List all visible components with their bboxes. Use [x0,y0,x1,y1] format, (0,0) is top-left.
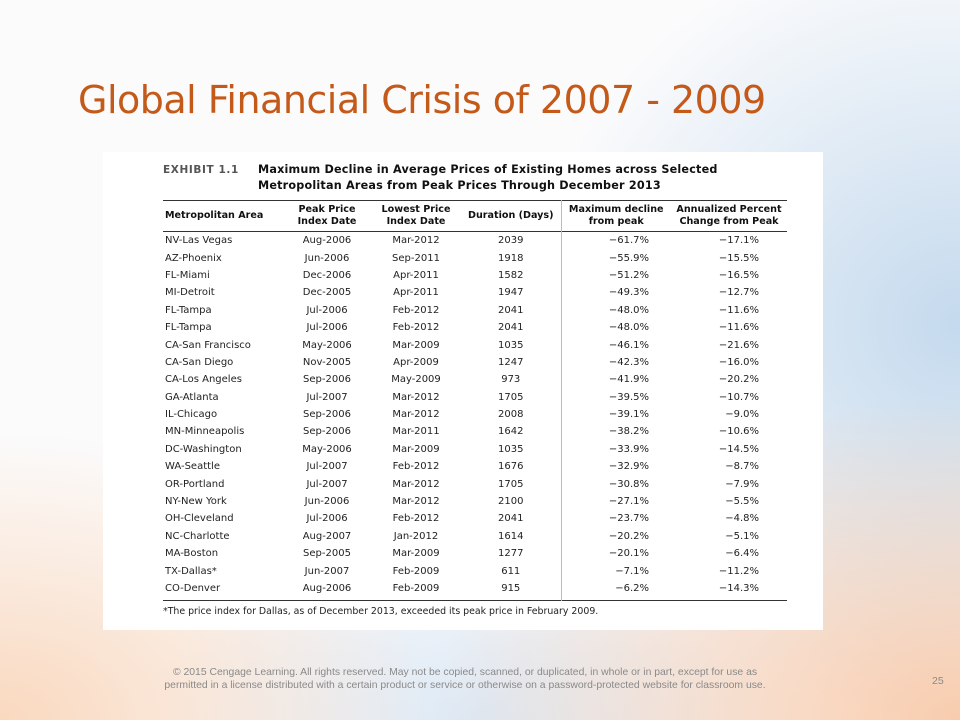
cell-peak-date: Aug-2006 [302,583,352,594]
cell-max-decline: −51.2% [561,267,671,284]
table-row [163,441,787,458]
table-row [163,545,787,562]
cell-metropolitan-area: OR-Portland [165,478,225,490]
cell-peak-date: Jul-2007 [306,391,348,403]
table-body [163,232,787,601]
column-header-metropolitan-area: Metropolitan Area [165,210,264,221]
cell-peak-date: Jun-2006 [304,252,350,264]
cell-duration: 1642 [498,426,524,438]
cell-max-decline: −20.1% [561,545,671,562]
cell-duration: 2100 [498,496,524,508]
cell-annualized-change: −16.0% [718,356,759,368]
cell-duration: 1614 [498,530,524,542]
cell-lowest-date: Feb-2012 [392,461,440,473]
cell-peak-date: Jul-2006 [306,322,348,334]
table-row [163,267,787,284]
cell-lowest-date: Mar-2012 [392,235,440,247]
cell-annualized-change: −15.5% [718,252,759,264]
column-header-lowest-date: Lowest Price Index Date [381,204,451,227]
cell-peak-date: Sep-2006 [303,374,351,386]
cell-annualized-change: −11.6% [718,304,759,316]
cell-duration: 1705 [498,391,524,403]
cell-peak-date: Sep-2006 [303,426,351,438]
table-row [163,284,787,301]
cell-peak-date: Jun-2006 [304,496,350,508]
copyright-line-1: © 2015 Cengage Learning. All rights reserved. May not be copied, scanned, or duplicated, in whole or in part, except for use as [172,667,758,678]
cell-lowest-date: Mar-2009 [392,339,440,351]
cell-peak-date: Aug-2006 [302,235,352,247]
cell-max-decline: −46.1% [561,336,671,353]
cell-peak-date: Sep-2005 [303,548,351,560]
cell-duration: 1035 [498,443,524,455]
column-header-duration: Duration (Days) [467,210,554,221]
table-row [163,302,787,319]
cell-metropolitan-area: NV-Las Vegas [165,235,233,247]
cell-metropolitan-area: NY-New York [165,496,227,508]
cell-annualized-change: −14.3% [718,583,759,594]
cell-annualized-change: −7.9% [725,478,759,490]
exhibit-header [163,162,799,200]
table-row [163,371,787,388]
cell-annualized-change: −14.5% [718,443,759,455]
cell-lowest-date: Sep-2011 [392,252,440,264]
table-row [163,319,787,336]
cell-peak-date: Dec-2006 [302,269,352,281]
page-number: 25 [932,675,944,687]
cell-duration: 1947 [498,287,524,299]
cell-annualized-change: −8.7% [725,461,759,473]
table-row [163,562,787,579]
cell-duration: 973 [501,374,521,386]
table-row [163,406,787,423]
table-row [163,249,787,266]
column-header-max-decline: Maximum decline from peak [561,201,671,232]
copyright-line-2: permitted in a license distributed with a certain product or service or otherwise on a password-protected website for classroom use. [164,680,766,691]
cell-annualized-change: −11.2% [718,565,759,577]
cell-metropolitan-area: TX-Dallas* [165,565,217,577]
cell-metropolitan-area: FL-Miami [165,269,210,281]
cell-metropolitan-area: CA-San Francisco [165,339,251,351]
cell-duration: 1582 [498,269,524,281]
cell-peak-date: Jun-2007 [304,565,350,577]
cell-duration: 2008 [498,409,524,421]
cell-lowest-date: Feb-2009 [392,583,440,594]
cell-metropolitan-area: DC-Washington [165,443,242,455]
table-row [163,475,787,492]
table-row [163,510,787,527]
table-row [163,528,787,545]
cell-annualized-change: −12.7% [718,287,759,299]
cell-lowest-date: Feb-2009 [392,565,440,577]
cell-annualized-change: −17.1% [718,235,759,247]
table-row [163,389,787,406]
cell-metropolitan-area: MA-Boston [165,548,219,560]
cell-peak-date: May-2006 [302,443,352,455]
cell-peak-date: Jul-2006 [306,513,348,525]
cell-max-decline: −41.9% [561,371,671,388]
cell-max-decline: −33.9% [561,441,671,458]
cell-max-decline: −39.1% [561,406,671,423]
cell-annualized-change: −16.5% [718,269,759,281]
cell-max-decline: −32.9% [561,458,671,475]
cell-duration: 611 [501,565,521,577]
cell-max-decline: −39.5% [561,389,671,406]
cell-max-decline: −27.1% [561,493,671,510]
cell-lowest-date: Jan-2012 [393,530,439,542]
cell-duration: 2041 [498,304,524,316]
cell-lowest-date: Mar-2011 [392,426,440,438]
table-row [163,458,787,475]
cell-peak-date: Sep-2006 [303,409,351,421]
cell-metropolitan-area: OH-Cleveland [165,513,234,525]
cell-duration: 915 [501,583,521,594]
cell-metropolitan-area: MN-Minneapolis [165,426,245,438]
cell-duration: 1918 [498,252,524,264]
exhibit-footnote: *The price index for Dallas, as of December 2013, exceeded its peak price in February 2009. [163,606,599,618]
cell-lowest-date: May-2009 [391,374,441,386]
exhibit-label: EXHIBIT 1.1 [163,164,239,176]
cell-duration: 2041 [498,322,524,334]
cell-metropolitan-area: GA-Atlanta [165,391,219,403]
copyright-notice [100,666,830,692]
cell-peak-date: Jul-2007 [306,478,348,490]
cell-lowest-date: Apr-2011 [393,287,439,299]
cell-annualized-change: −5.1% [725,530,759,542]
cell-annualized-change: −10.7% [718,391,759,403]
cell-metropolitan-area: MI-Detroit [165,287,215,299]
cell-duration: 1247 [498,356,524,368]
cell-metropolitan-area: CO-Denver [165,583,221,594]
cell-peak-date: Jul-2007 [306,461,348,473]
table-row [163,493,787,510]
exhibit-caption-line-1: Maximum Decline in Average Prices of Existing Homes across Selected [258,163,718,176]
cell-annualized-change: −9.0% [725,409,759,421]
cell-max-decline: −20.2% [561,528,671,545]
cell-duration: 2041 [498,513,524,525]
cell-lowest-date: Mar-2009 [392,443,440,455]
cell-lowest-date: Feb-2012 [392,304,440,316]
cell-lowest-date: Mar-2012 [392,391,440,403]
slide-title: Global Financial Crisis of 2007 - 2009 [78,78,766,122]
cell-metropolitan-area: IL-Chicago [165,409,218,421]
table-row [163,423,787,440]
cell-max-decline: −61.7% [561,232,671,250]
cell-peak-date: Aug-2007 [302,530,352,542]
cell-max-decline: −30.8% [561,475,671,492]
cell-max-decline: −42.3% [561,354,671,371]
cell-metropolitan-area: NC-Charlotte [165,530,230,542]
cell-max-decline: −38.2% [561,423,671,440]
cell-max-decline: −23.7% [561,510,671,527]
cell-max-decline: −48.0% [561,302,671,319]
cell-lowest-date: Feb-2012 [392,322,440,334]
cell-duration: 1705 [498,478,524,490]
cell-lowest-date: Mar-2012 [392,409,440,421]
cell-metropolitan-area: FL-Tampa [165,304,212,316]
cell-peak-date: Jul-2006 [306,304,348,316]
cell-peak-date: May-2006 [302,339,352,351]
column-header-peak-date: Peak Price Index Date [297,204,357,227]
cell-lowest-date: Apr-2011 [393,269,439,281]
cell-annualized-change: −11.6% [718,322,759,334]
table-row [163,336,787,353]
table-row [163,580,787,601]
cell-max-decline: −49.3% [561,284,671,301]
cell-annualized-change: −6.4% [725,548,759,560]
cell-metropolitan-area: AZ-Phoenix [165,252,222,264]
cell-duration: 2039 [498,235,524,247]
home-price-decline-table [163,200,787,601]
cell-annualized-change: −21.6% [718,339,759,351]
cell-lowest-date: Mar-2012 [392,496,440,508]
cell-lowest-date: Feb-2012 [392,513,440,525]
table-header-row [163,201,787,232]
cell-duration: 1277 [498,548,524,560]
cell-max-decline: −48.0% [561,319,671,336]
column-header-annualized-change: Annualized Percent Change from Peak [676,204,782,227]
cell-metropolitan-area: FL-Tampa [165,322,212,334]
cell-max-decline: −55.9% [561,249,671,266]
cell-lowest-date: Apr-2009 [393,356,439,368]
cell-annualized-change: −5.5% [725,496,759,508]
cell-lowest-date: Mar-2012 [392,478,440,490]
exhibit-figure [103,152,823,630]
cell-metropolitan-area: CA-Los Angeles [165,374,242,386]
cell-annualized-change: −10.6% [718,426,759,438]
cell-peak-date: Dec-2005 [302,287,352,299]
table-row [163,354,787,371]
exhibit-caption [258,162,718,194]
cell-peak-date: Nov-2005 [302,356,352,368]
cell-duration: 1676 [498,461,524,473]
cell-annualized-change: −4.8% [725,513,759,525]
table-row [163,232,787,250]
cell-max-decline: −6.2% [561,580,671,601]
cell-duration: 1035 [498,339,524,351]
cell-metropolitan-area: WA-Seattle [165,461,220,473]
cell-lowest-date: Mar-2009 [392,548,440,560]
cell-max-decline: −7.1% [561,562,671,579]
cell-metropolitan-area: CA-San Diego [165,356,234,368]
exhibit-caption-line-2: Metropolitan Areas from Peak Prices Through December 2013 [258,179,661,192]
cell-annualized-change: −20.2% [718,374,759,386]
